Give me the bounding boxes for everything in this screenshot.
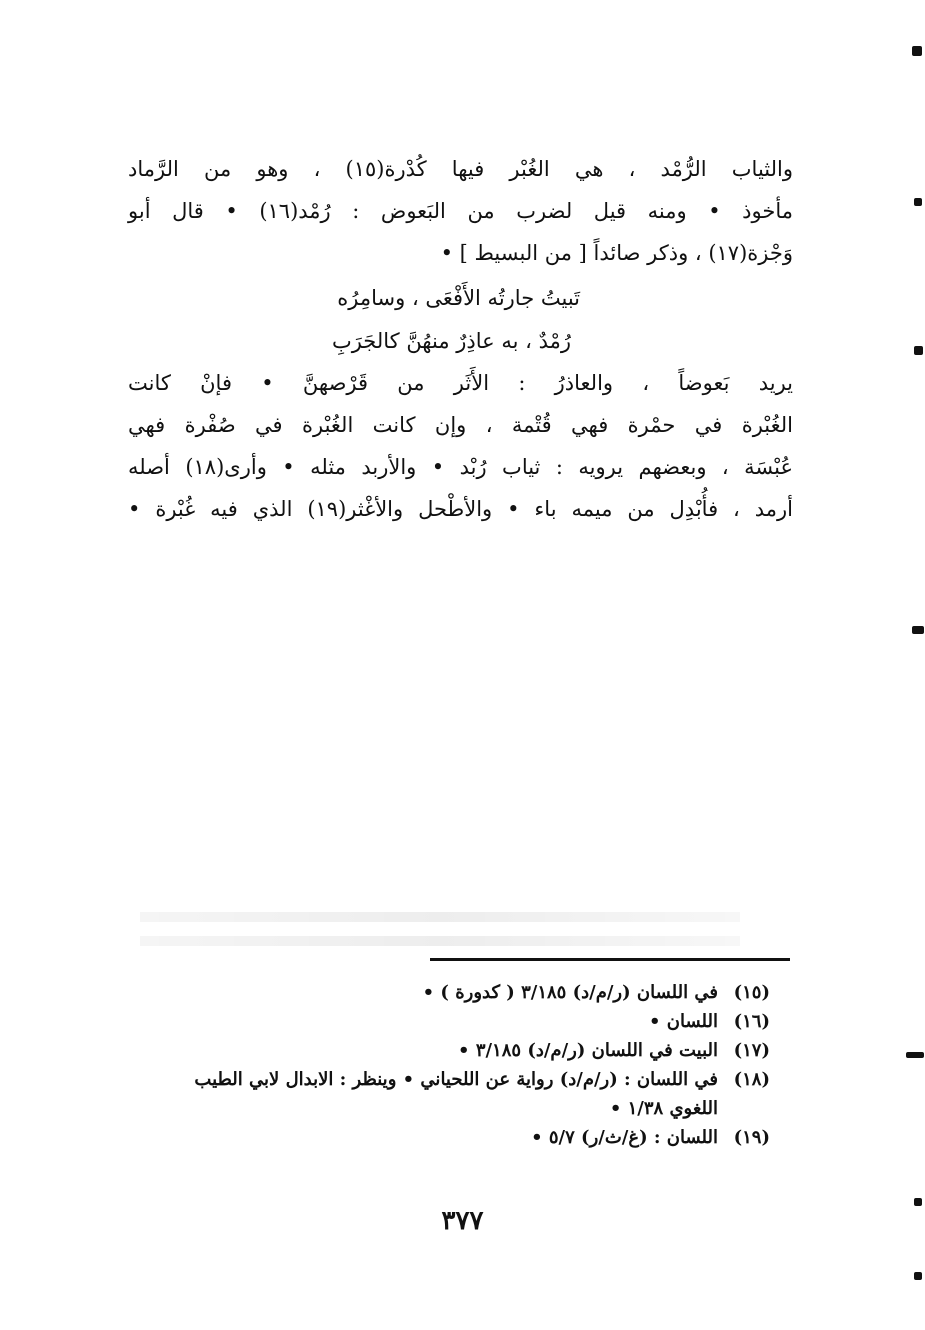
footnote-number: (١٨) [733, 1069, 770, 1090]
footnote-item [140, 1123, 770, 1152]
footnote-text: في اللسان (ر/م/د) ٣/١٨٥ ( كدورة ) • [422, 982, 718, 1003]
verse-line-1: تَبيتُ جارتُه الأَفْعَى ، وسامِرُه [337, 286, 580, 310]
footnotes [140, 978, 770, 1152]
footnote-item [140, 1065, 770, 1123]
footnote-text: في اللسان : (ر/م/د) رواية عن اللحياني • وينظر : الابدال لابي الطيب اللغوي ١/٣٨ • [194, 1069, 718, 1119]
scan-edge-mark [914, 1272, 922, 1280]
footnote-number: (١٩) [733, 1127, 770, 1148]
scan-edge-mark [914, 346, 923, 355]
footnote-text: اللسان • [649, 1011, 718, 1032]
footnote-separator [430, 958, 790, 961]
bleed-through-smudge [140, 912, 740, 922]
footnote-item [140, 978, 770, 1007]
footnote-text: اللسان : (غ/ث/ر) ٥/٧ • [531, 1127, 718, 1148]
footnote-item [140, 1007, 770, 1036]
scan-edge-mark [914, 1198, 922, 1206]
scan-edge-mark [912, 626, 924, 634]
footnote-number: (١٧) [733, 1040, 770, 1061]
bleed-through-smudge [140, 936, 740, 946]
page-number: ٣٧٧ [441, 1206, 484, 1236]
footnote-number: (١٦) [733, 1011, 770, 1032]
body-line: عُبْسَة ، وبعضهم يرويه : ثياب رُبْد • والأربد مثله • وأرى(١٨) أصله [128, 455, 794, 479]
footnote-number: (١٥) [733, 982, 770, 1003]
body-line: يريد بَعوضاً ، والعاذرُ : الأَثَر من قَرْصهنَّ • فإنْ كانت [128, 371, 793, 395]
scan-edge-mark [906, 1052, 924, 1058]
body-paragraph-2 [128, 362, 793, 530]
body-line: الغُبْرة في حمْرة فهي قُتْمة ، وإن كانت الغُبْرة في صُفْرة فهي [128, 413, 793, 437]
body-line: أرمد ، فأُبْدِل من ميمه باء • والأطْحل والأغْثر(١٩) الذي فيه غُبْرة • [128, 497, 793, 521]
body-line: وَجْزة(١٧) ، وذكر صائداً [ من البسيط ] • [440, 241, 793, 265]
footnote-text: البيت في اللسان (ر/م/د) ٣/١٨٥ • [458, 1040, 718, 1061]
body-line: مأخوذ • ومنه قيل لضرب من البَعوض : رُمْد(١٦) • قال أبو [128, 199, 793, 223]
scan-edge-mark [914, 198, 922, 206]
verse-line-2: رُمْدٌ ، به عاذِرٌ منهُنَّ كالجَرَبِ [331, 329, 571, 353]
body-line: والثياب الرُّمْد ، هي الغُبْر فيها كُدْرة(١٥) ، وهو من الرَّماد [128, 157, 794, 181]
scan-edge-mark [912, 46, 922, 56]
footnote-item [140, 1036, 770, 1065]
body-paragraph-1 [128, 148, 793, 274]
